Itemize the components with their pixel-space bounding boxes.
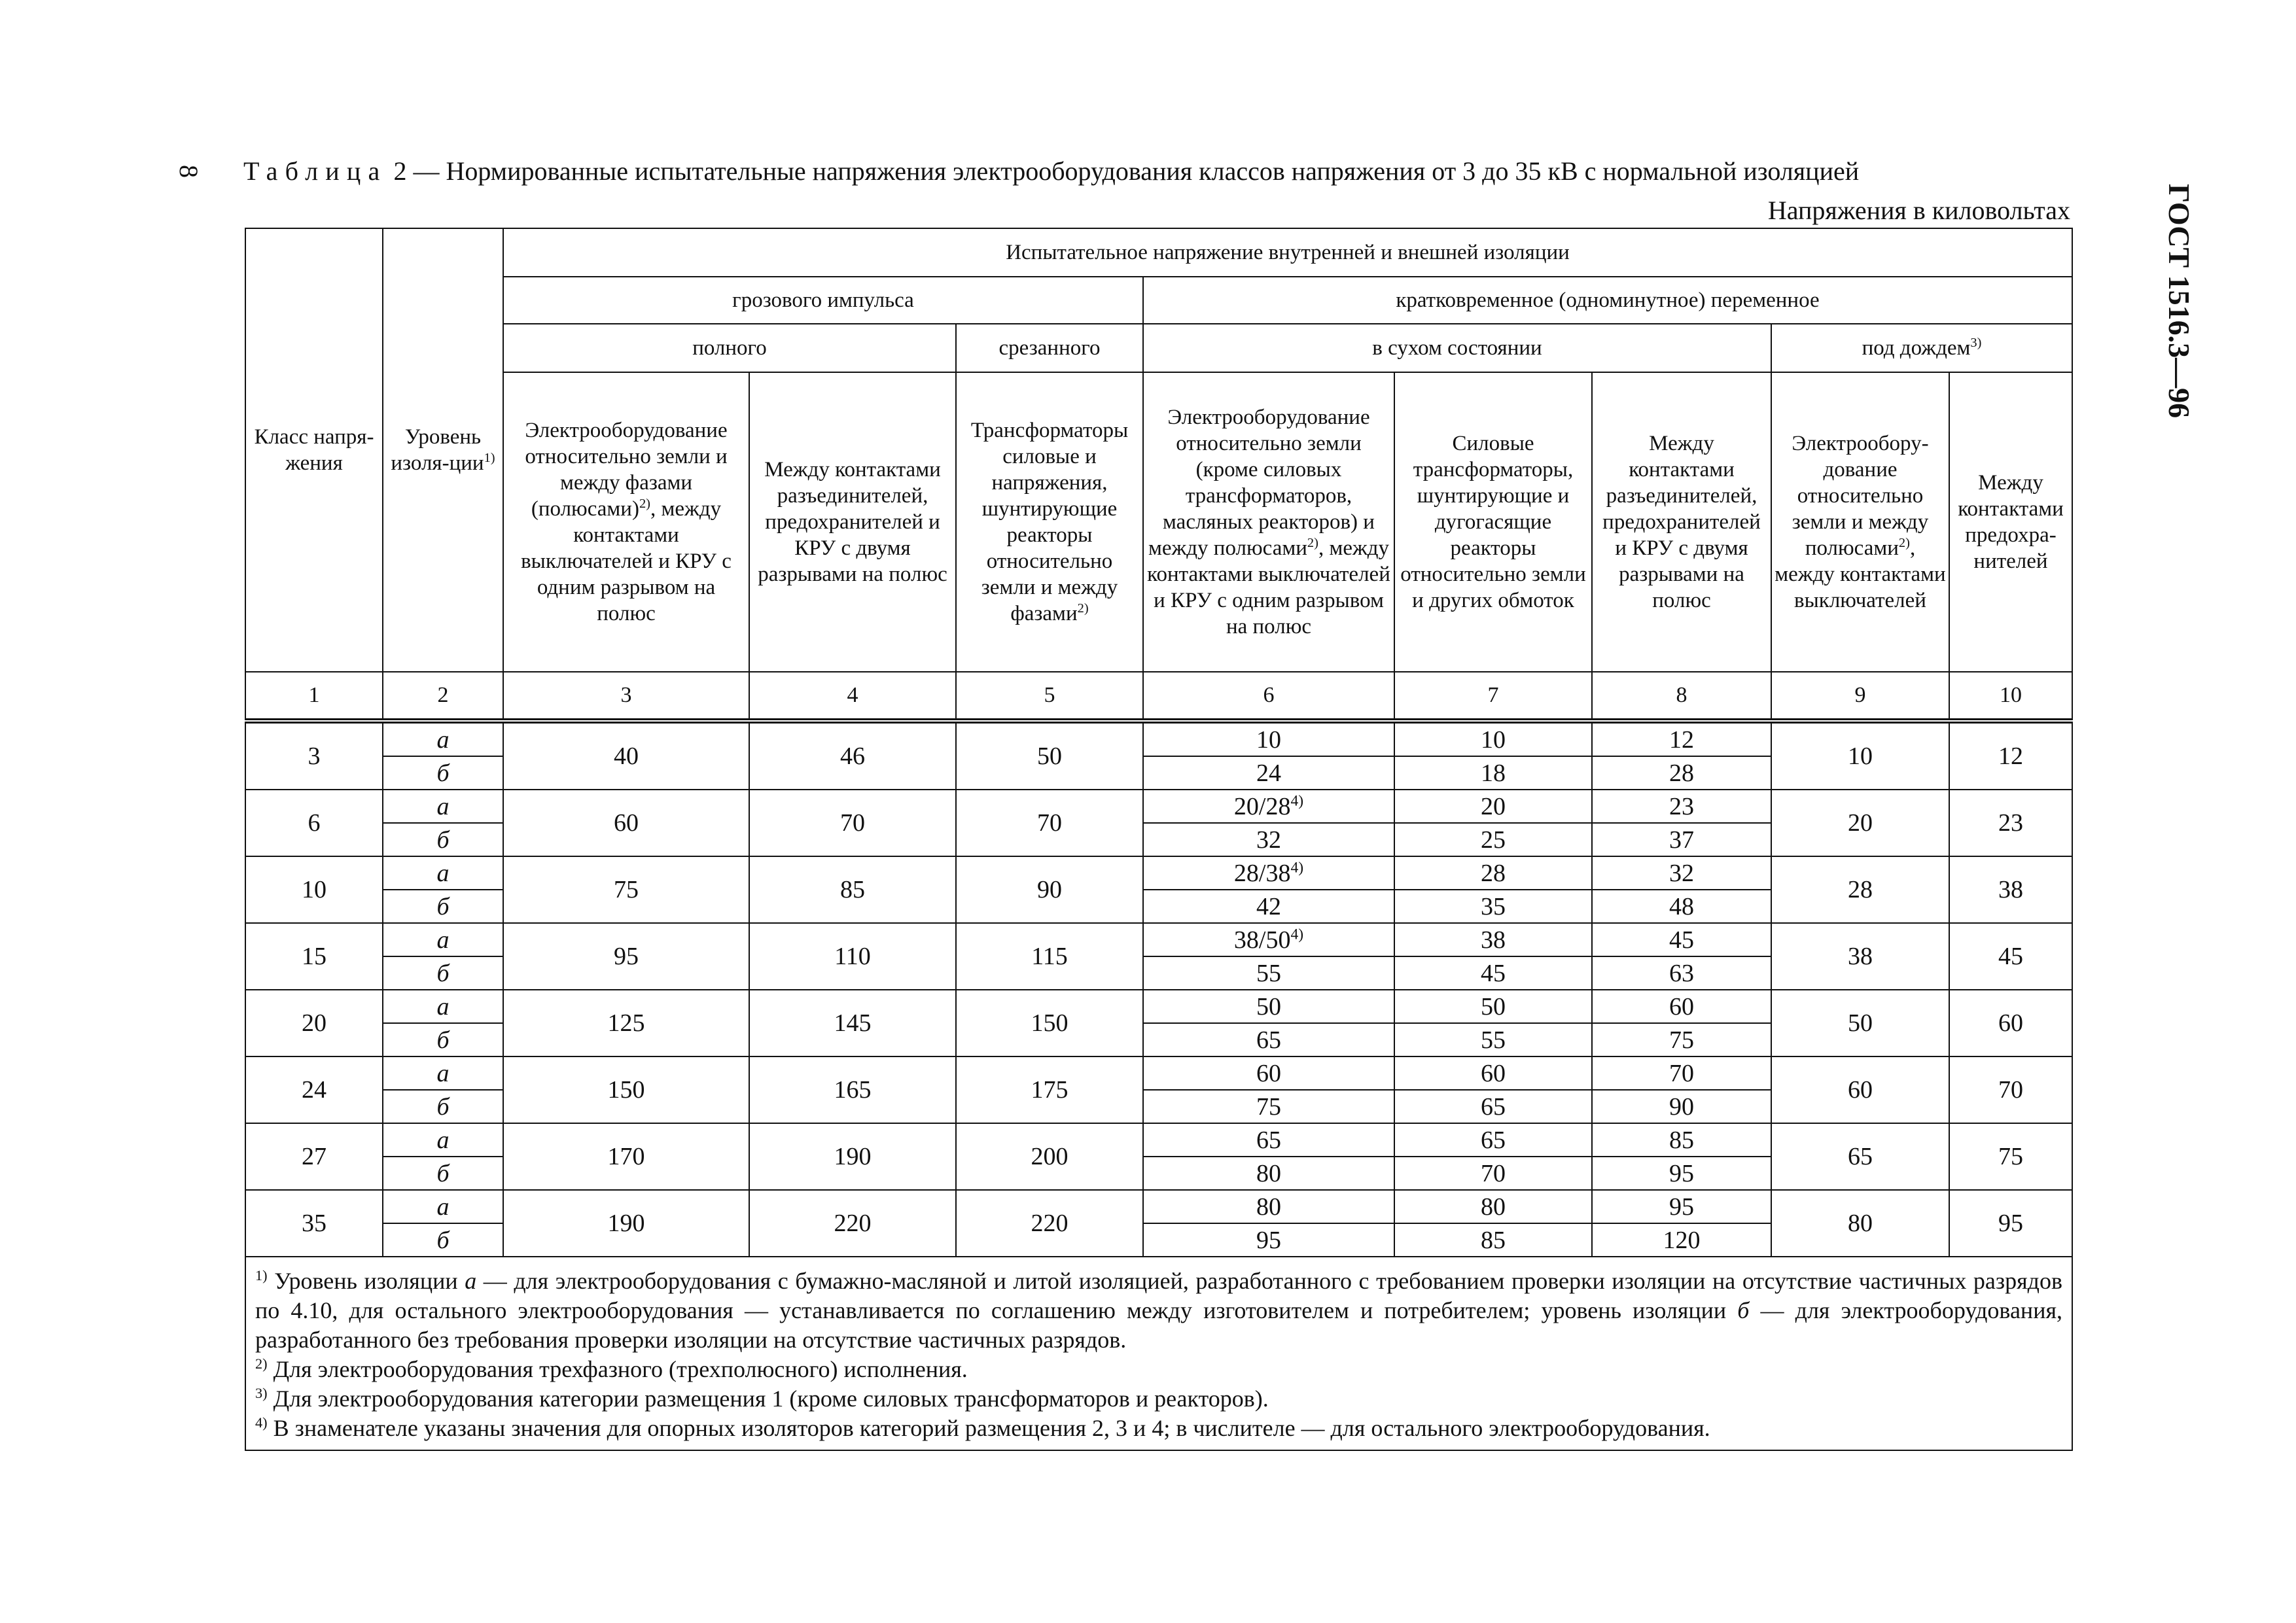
dry-transformer-cell: 65 — [1394, 1123, 1592, 1157]
footnote-1-level-b: б — [1737, 1297, 1750, 1323]
insulation-level-cell: а — [383, 990, 503, 1023]
full-impulse-contacts-cell: 110 — [749, 923, 956, 990]
column-number-6: 6 — [1143, 672, 1394, 721]
dry-equipment-value: 28/38 — [1233, 859, 1291, 887]
rain-equipment-cell: 28 — [1771, 856, 1949, 923]
voltage-class-cell: 24 — [245, 1056, 383, 1123]
insulation-level-cell: а — [383, 790, 503, 823]
dry-equipment-cell: 42 — [1143, 890, 1394, 923]
header-col-3-text-cont: , между контактами выключателей и КРУ с одним разрывом на полюс — [521, 497, 732, 625]
rain-contacts-cell: 23 — [1949, 790, 2072, 856]
dry-equipment-cell: 32 — [1143, 823, 1394, 856]
dry-contacts-cell: 45 — [1592, 923, 1771, 956]
insulation-level-cell: а — [383, 1123, 503, 1157]
dry-contacts-cell: 70 — [1592, 1056, 1771, 1090]
dry-transformer-cell: 25 — [1394, 823, 1592, 856]
chopped-impulse-cell: 175 — [956, 1056, 1143, 1123]
header-col-3 — [503, 372, 749, 672]
header-insulation-level — [383, 228, 503, 672]
full-impulse-contacts-cell: 165 — [749, 1056, 956, 1123]
footnotes — [245, 1257, 2072, 1450]
dry-equipment-cell — [1143, 1056, 1394, 1090]
header-dry-state: в сухом состоянии — [1143, 324, 1771, 372]
full-impulse-contacts-cell: 190 — [749, 1123, 956, 1190]
dry-equipment-cell: 80 — [1143, 1157, 1394, 1190]
dry-equipment-value: 38/50 — [1233, 926, 1291, 954]
dry-contacts-cell: 37 — [1592, 823, 1771, 856]
column-number-3: 3 — [503, 672, 749, 721]
rain-equipment-cell: 60 — [1771, 1056, 1949, 1123]
dry-equipment-cell: 55 — [1143, 956, 1394, 990]
full-impulse-phase-cell: 190 — [503, 1190, 749, 1257]
test-voltage-table — [245, 228, 2073, 1451]
dry-contacts-cell: 12 — [1592, 721, 1771, 756]
voltage-class-cell: 35 — [245, 1190, 383, 1257]
header-col-4: Между контактами разъединителей, предохранителей и КРУ с двумя разрывами на полюс — [749, 372, 956, 672]
voltage-class-cell: 20 — [245, 990, 383, 1056]
rain-contacts-cell: 70 — [1949, 1056, 2072, 1123]
dry-contacts-cell: 60 — [1592, 990, 1771, 1023]
table-row — [245, 721, 2072, 756]
footnote-ref: 4) — [1290, 792, 1304, 809]
header-col-9-text-cont: , между контактами выключателей — [1775, 536, 1946, 612]
insulation-level-cell: б — [383, 1023, 503, 1056]
column-number-4: 4 — [749, 672, 956, 721]
header-full-impulse: полного — [503, 324, 956, 372]
chopped-impulse-cell: 150 — [956, 990, 1143, 1056]
footnote-ref: 4) — [1290, 858, 1304, 876]
dry-equipment-value: 10 — [1256, 725, 1281, 754]
dry-transformer-cell: 45 — [1394, 956, 1592, 990]
footnote-1 — [255, 1266, 2062, 1355]
full-impulse-phase-cell: 95 — [503, 923, 749, 990]
full-impulse-phase-cell: 40 — [503, 721, 749, 790]
insulation-level-cell: б — [383, 1090, 503, 1123]
footnote-ref: 2) — [639, 497, 650, 511]
footnote-1-text-cont: — для электрооборудования с бумажно-масляной и литой изоляцией, разработанного с требованием проверки изоляции на отсутствие частичных разрядов по 4.10, для остального электрооборудования — устанавливается по соглашению между изготовителем и потребителем; уровень изоляции — [255, 1268, 2062, 1323]
footnote-4-text: В знаменателе указаны значения для опорных изоляторов категорий размещения 2, 3 и 4; в числителе — для остального электрооборудования. — [267, 1415, 1710, 1441]
insulation-level-cell: а — [383, 923, 503, 956]
voltage-class-cell: 15 — [245, 923, 383, 990]
dry-equipment-cell: 65 — [1143, 1023, 1394, 1056]
dry-equipment-cell — [1143, 856, 1394, 890]
insulation-level-cell: б — [383, 1223, 503, 1257]
rain-contacts-cell: 95 — [1949, 1190, 2072, 1257]
footnote-4-mark: 4) — [255, 1414, 268, 1431]
footnote-2-mark: 2) — [255, 1355, 268, 1372]
dry-contacts-cell: 95 — [1592, 1157, 1771, 1190]
footnote-ref: 2) — [1077, 601, 1089, 616]
column-number-1: 1 — [245, 672, 383, 721]
footnote-3 — [255, 1384, 2062, 1414]
dry-transformer-cell: 18 — [1394, 756, 1592, 790]
rain-contacts-cell: 75 — [1949, 1123, 2072, 1190]
dry-transformer-cell: 70 — [1394, 1157, 1592, 1190]
header-voltage-class: Класс напря-жения — [245, 228, 383, 672]
table-row — [245, 1190, 2072, 1223]
full-impulse-contacts-cell: 85 — [749, 856, 956, 923]
footnote-1-text: Уровень изоляции — [267, 1268, 465, 1294]
dry-transformer-cell: 80 — [1394, 1190, 1592, 1223]
dry-transformer-cell: 10 — [1394, 721, 1592, 756]
insulation-level-cell: б — [383, 956, 503, 990]
chopped-impulse-cell: 200 — [956, 1123, 1143, 1190]
column-number-2: 2 — [383, 672, 503, 721]
dry-contacts-cell: 48 — [1592, 890, 1771, 923]
dry-contacts-cell: 63 — [1592, 956, 1771, 990]
dry-transformer-cell: 60 — [1394, 1056, 1592, 1090]
voltage-class-cell: 3 — [245, 721, 383, 790]
dry-transformer-cell: 85 — [1394, 1223, 1592, 1257]
page-number: 8 — [174, 165, 203, 178]
header-under-rain-text: под дождем — [1862, 336, 1971, 360]
dry-contacts-cell: 90 — [1592, 1090, 1771, 1123]
chopped-impulse-cell: 70 — [956, 790, 1143, 856]
dry-equipment-cell — [1143, 721, 1394, 756]
document-code: ГОСТ 1516.3—96 — [2163, 183, 2196, 419]
footnote-ref: 2) — [1307, 536, 1318, 550]
full-impulse-phase-cell: 150 — [503, 1056, 749, 1123]
table-caption — [243, 152, 2030, 191]
rain-contacts-cell: 45 — [1949, 923, 2072, 990]
voltage-class-cell: 27 — [245, 1123, 383, 1190]
dry-equipment-cell: 75 — [1143, 1090, 1394, 1123]
footnote-2-text: Для электрооборудования трехфазного (трехполюсного) исполнения. — [267, 1356, 968, 1382]
dry-transformer-cell: 55 — [1394, 1023, 1592, 1056]
footnote-ref: 1) — [484, 451, 495, 465]
column-number-5: 5 — [956, 672, 1143, 721]
full-impulse-phase-cell: 75 — [503, 856, 749, 923]
dry-contacts-cell: 28 — [1592, 756, 1771, 790]
header-lightning-impulse: грозового импульса — [503, 277, 1143, 324]
rain-equipment-cell: 50 — [1771, 990, 1949, 1056]
header-col-6 — [1143, 372, 1394, 672]
dry-contacts-cell: 75 — [1592, 1023, 1771, 1056]
insulation-level-cell: а — [383, 721, 503, 756]
dry-transformer-cell: 50 — [1394, 990, 1592, 1023]
header-col-6-text: Электрооборудование относительно земли (кроме силовых трансформаторов, масляных реакторов) и между полюсами — [1148, 406, 1375, 560]
dry-equipment-cell — [1143, 1123, 1394, 1157]
full-impulse-phase-cell: 60 — [503, 790, 749, 856]
header-short-term-ac: кратковременное (одноминутное) переменное — [1143, 277, 2072, 324]
full-impulse-contacts-cell: 145 — [749, 990, 956, 1056]
header-chopped-impulse: срезанного — [956, 324, 1143, 372]
table-row — [245, 790, 2072, 823]
dry-equipment-value: 80 — [1256, 1193, 1281, 1221]
insulation-level-cell: а — [383, 856, 503, 890]
dry-contacts-cell: 85 — [1592, 1123, 1771, 1157]
header-col-6-text-cont: , между контактами выключателей и КРУ с одним разрывом на полюс — [1147, 536, 1390, 638]
chopped-impulse-cell: 90 — [956, 856, 1143, 923]
full-impulse-contacts-cell: 70 — [749, 790, 956, 856]
dry-equipment-cell — [1143, 990, 1394, 1023]
header-col-5 — [956, 372, 1143, 672]
footnote-2 — [255, 1355, 2062, 1384]
table-row — [245, 1123, 2072, 1157]
insulation-level-cell: б — [383, 890, 503, 923]
full-impulse-contacts-cell: 220 — [749, 1190, 956, 1257]
dry-equipment-cell — [1143, 790, 1394, 823]
header-col-3-text: Электрооборудование относительно земли и между фазами (полюсами) — [525, 419, 728, 521]
chopped-impulse-cell: 115 — [956, 923, 1143, 990]
column-numbers-row — [245, 672, 2072, 721]
rain-equipment-cell: 20 — [1771, 790, 1949, 856]
table-row — [245, 990, 2072, 1023]
dry-contacts-cell: 32 — [1592, 856, 1771, 890]
header-under-rain — [1771, 324, 2072, 372]
column-number-9: 9 — [1771, 672, 1949, 721]
dry-transformer-cell: 38 — [1394, 923, 1592, 956]
header-col-8: Между контактами разъединителей, предохранителей и КРУ с двумя разрывами на полюс — [1592, 372, 1771, 672]
full-impulse-contacts-cell: 46 — [749, 721, 956, 790]
rain-equipment-cell: 38 — [1771, 923, 1949, 990]
caption-text: 2 — Нормированные испытательные напряжения электрооборудования классов напряжения от 3 до 35 кВ с нормальной изоляцией — [393, 156, 1860, 186]
header-col-10: Между контактами предохра-нителей — [1949, 372, 2072, 672]
dry-contacts-cell: 95 — [1592, 1190, 1771, 1223]
insulation-level-cell: б — [383, 823, 503, 856]
column-number-10: 10 — [1949, 672, 2072, 721]
dry-transformer-cell: 65 — [1394, 1090, 1592, 1123]
footnote-1-mark: 1) — [255, 1267, 268, 1283]
dry-equipment-value: 65 — [1256, 1126, 1281, 1154]
header-col-5-text: Трансформаторы силовые и напряжения, шунтирующие реакторы относительно земли и между фазами — [970, 419, 1129, 625]
dry-equipment-cell: 24 — [1143, 756, 1394, 790]
rain-contacts-cell: 38 — [1949, 856, 2072, 923]
table-row — [245, 1056, 2072, 1090]
insulation-level-cell: а — [383, 1190, 503, 1223]
dry-transformer-cell: 35 — [1394, 890, 1592, 923]
header-col-9-text: Электрообору-дование относительно земли и между полюсами — [1792, 432, 1929, 560]
dry-contacts-cell: 23 — [1592, 790, 1771, 823]
chopped-impulse-cell: 220 — [956, 1190, 1143, 1257]
voltage-class-cell: 6 — [245, 790, 383, 856]
rain-equipment-cell: 10 — [1771, 721, 1949, 790]
insulation-level-cell: а — [383, 1056, 503, 1090]
rain-equipment-cell: 65 — [1771, 1123, 1949, 1190]
insulation-level-cell: б — [383, 756, 503, 790]
footnote-4 — [255, 1414, 2062, 1443]
dry-contacts-cell: 120 — [1592, 1223, 1771, 1257]
dry-equipment-value: 50 — [1256, 992, 1281, 1021]
units-note: Напряжения в киловольтах — [1767, 196, 2070, 225]
table-row — [245, 923, 2072, 956]
dry-transformer-cell: 28 — [1394, 856, 1592, 890]
rain-contacts-cell: 12 — [1949, 721, 2072, 790]
footnote-ref: 2) — [1898, 536, 1910, 550]
voltage-class-cell: 10 — [245, 856, 383, 923]
table-row — [245, 856, 2072, 890]
dry-transformer-cell: 20 — [1394, 790, 1592, 823]
footnote-ref: 4) — [1290, 925, 1304, 943]
header-col-7: Силовые трансформаторы, шунтирующие и дугогасящие реакторы относительно земли и других обмоток — [1394, 372, 1592, 672]
footnote-3-mark: 3) — [255, 1385, 268, 1401]
dry-equipment-cell — [1143, 923, 1394, 956]
column-number-7: 7 — [1394, 672, 1592, 721]
footnote-3-text: Для электрооборудования категории размещения 1 (кроме силовых трансформаторов и реакторов). — [267, 1386, 1269, 1412]
caption-word: Таблица — [243, 156, 387, 186]
dry-equipment-cell: 95 — [1143, 1223, 1394, 1257]
header-col-9 — [1771, 372, 1949, 672]
dry-equipment-value: 60 — [1256, 1059, 1281, 1087]
header-test-voltage: Испытательное напряжение внутренней и внешней изоляции — [503, 228, 2072, 277]
rain-contacts-cell: 60 — [1949, 990, 2072, 1056]
footnote-1-level-a: а — [465, 1268, 477, 1294]
rain-equipment-cell: 80 — [1771, 1190, 1949, 1257]
column-number-8: 8 — [1592, 672, 1771, 721]
chopped-impulse-cell: 50 — [956, 721, 1143, 790]
dry-equipment-cell — [1143, 1190, 1394, 1223]
footnote-1-text-end: — для электрооборудования, разработанного без требования проверки изоляции на отсутствие частичных разрядов. — [255, 1297, 2063, 1353]
full-impulse-phase-cell: 170 — [503, 1123, 749, 1190]
full-impulse-phase-cell: 125 — [503, 990, 749, 1056]
dry-equipment-value: 20/28 — [1233, 792, 1291, 820]
insulation-level-cell: б — [383, 1157, 503, 1190]
footnote-ref: 3) — [1970, 336, 1982, 350]
header-insulation-level-text: Уровень изоля-ции — [391, 425, 484, 475]
